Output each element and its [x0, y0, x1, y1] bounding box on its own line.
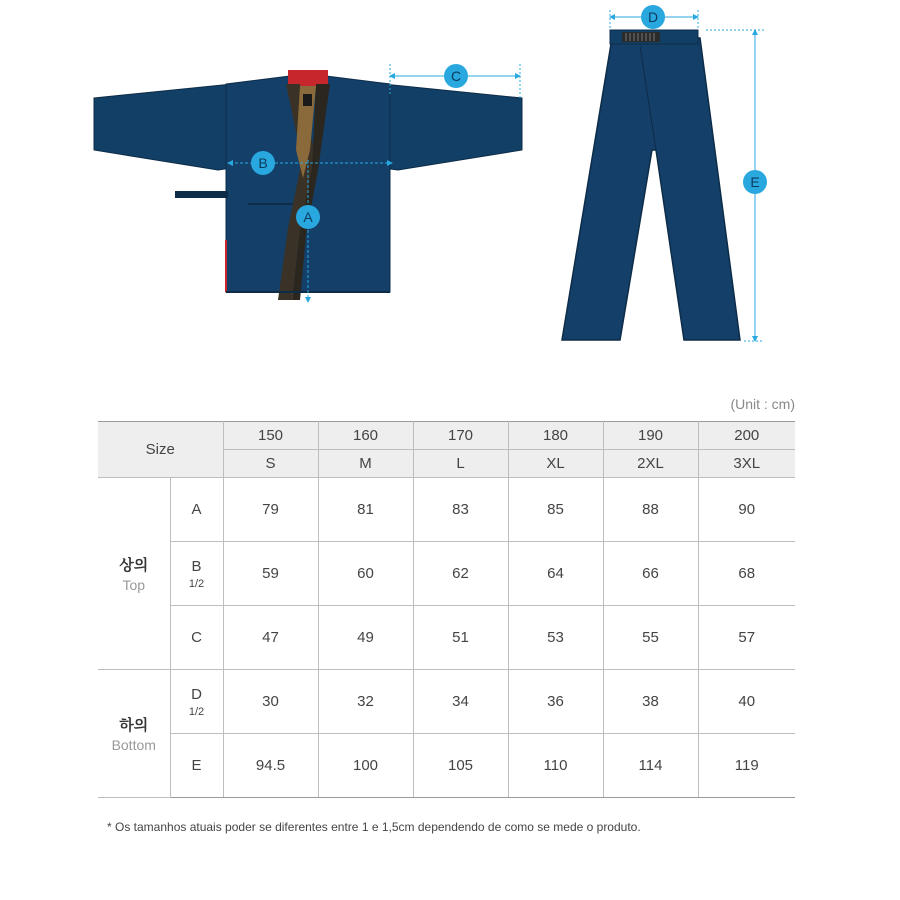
size-header: 2XL: [603, 450, 698, 478]
table-cell: 38: [603, 670, 698, 734]
table-cell: 36: [508, 670, 603, 734]
size-header: S: [223, 450, 318, 478]
label-e: E: [750, 174, 760, 190]
table-cell: 81: [318, 478, 413, 542]
table-cell: 47: [223, 606, 318, 670]
corner-label: Size: [98, 422, 223, 478]
garment-illustration: [0, 0, 900, 380]
group-label-top: [98, 478, 170, 670]
table-cell: 51: [413, 606, 508, 670]
height-header: 150: [223, 422, 318, 450]
row-label: [170, 542, 223, 606]
height-header: 160: [318, 422, 413, 450]
table-cell: 60: [318, 542, 413, 606]
row-letter: A: [191, 501, 202, 518]
label-d: D: [647, 9, 659, 25]
table-cell: 62: [413, 542, 508, 606]
label-b: B: [258, 155, 268, 171]
size-header: 3XL: [698, 450, 795, 478]
row-label: [170, 670, 223, 734]
table-row: [98, 670, 795, 734]
row-note: 1/2: [188, 577, 205, 590]
table-cell: 85: [508, 478, 603, 542]
group-label-ko: 상의: [119, 557, 149, 574]
height-header: 180: [508, 422, 603, 450]
table-cell: 40: [698, 670, 795, 734]
label-a: A: [303, 209, 313, 225]
table-cell: 94.5: [223, 734, 318, 798]
footnote: * Os tamanhos atuais poder se diferentes entre 1 e 1,5cm dependendo de como se mede o produto.: [107, 820, 641, 834]
table-cell: 64: [508, 542, 603, 606]
table-cell: 32: [318, 670, 413, 734]
label-c: C: [450, 68, 462, 84]
row-note: 1/2: [188, 705, 205, 718]
measure-d: [610, 5, 698, 30]
table-cell: 119: [698, 734, 795, 798]
size-header: L: [413, 450, 508, 478]
table-row: [98, 542, 795, 606]
row-letter: B: [191, 557, 202, 575]
unit-note: (Unit : cm): [730, 396, 795, 412]
height-header: 200: [698, 422, 795, 450]
row-letter: D: [191, 685, 202, 703]
table-cell: 53: [508, 606, 603, 670]
table-cell: 68: [698, 542, 795, 606]
table-cell: 79: [223, 478, 318, 542]
table-cell: 57: [698, 606, 795, 670]
size-header: XL: [508, 450, 603, 478]
table-cell: 83: [413, 478, 508, 542]
table-cell: 114: [603, 734, 698, 798]
table-cell: 55: [603, 606, 698, 670]
table-cell: 100: [318, 734, 413, 798]
table-row: [98, 478, 795, 542]
table-cell: 34: [413, 670, 508, 734]
table-cell: 110: [508, 734, 603, 798]
pants-drawing: [562, 30, 740, 340]
table-cell: 49: [318, 606, 413, 670]
table-cell: 59: [223, 542, 318, 606]
row-label: [170, 606, 223, 670]
table-cell: 30: [223, 670, 318, 734]
size-table: [98, 421, 795, 798]
table-cell: 66: [603, 542, 698, 606]
table-cell: 88: [603, 478, 698, 542]
row-letter: E: [191, 757, 202, 774]
group-label-en: Top: [122, 577, 146, 593]
height-header: 170: [413, 422, 508, 450]
height-header: 190: [603, 422, 698, 450]
row-label: [170, 734, 223, 798]
group-label-bottom: [98, 670, 170, 798]
row-label: [170, 478, 223, 542]
row-letter: C: [191, 629, 202, 646]
group-label-en: Bottom: [111, 737, 156, 753]
table-row: [98, 734, 795, 798]
table-cell: 90: [698, 478, 795, 542]
table-cell: 105: [413, 734, 508, 798]
table-row: [98, 606, 795, 670]
height-row: [98, 422, 795, 450]
size-header: M: [318, 450, 413, 478]
group-label-ko: 하의: [119, 717, 149, 734]
